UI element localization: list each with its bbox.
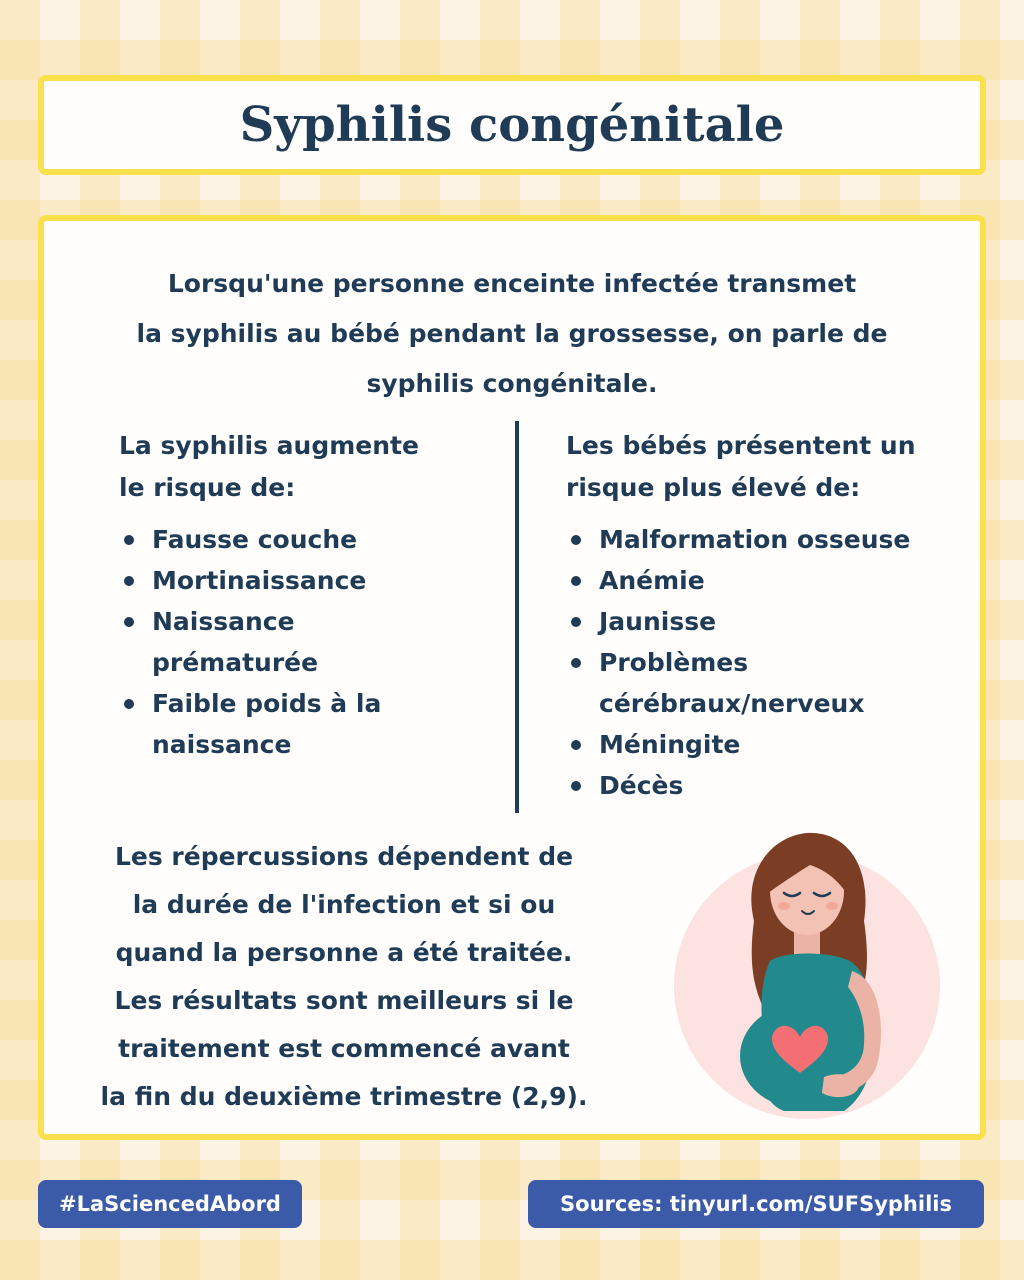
list-item: Anémie <box>566 560 976 601</box>
page-title: Syphilis congénitale <box>239 97 785 153</box>
pregnant-woman-illustration <box>672 811 942 1121</box>
heading-line: La syphilis augmente <box>119 431 419 460</box>
intro-line: syphilis congénitale. <box>366 369 658 398</box>
list-item: Naissance prématurée <box>119 601 489 683</box>
cheek-right <box>826 902 838 910</box>
mother-risks-list <box>119 519 489 765</box>
column-divider <box>515 421 519 813</box>
heading-line: Les bébés présentent un <box>566 431 916 460</box>
outcome-text <box>74 833 614 1121</box>
sources-badge[interactable]: Sources: tinyurl.com/SUFSyphilis <box>528 1180 984 1228</box>
outcome-line: traitement est commencé avant <box>118 1034 570 1063</box>
outcome-line: Les résultats sont meilleurs si le <box>114 986 574 1015</box>
hand <box>822 1074 858 1097</box>
intro-line: la syphilis au bébé pendant la grossesse, on parle de <box>136 319 888 348</box>
list-item: Faible poids à la naissance <box>119 683 489 765</box>
list-item: Décès <box>566 765 976 806</box>
baby-risks-heading <box>566 425 976 509</box>
list-item: Jaunisse <box>566 601 976 642</box>
baby-risks-list <box>566 519 976 806</box>
list-item: Problèmes cérébraux/nerveux <box>566 642 976 724</box>
intro-text <box>84 259 940 409</box>
heading-line: le risque de: <box>119 473 296 502</box>
title-banner <box>38 75 986 175</box>
content-card <box>38 215 986 1140</box>
mother-risks-heading <box>119 425 489 509</box>
mother-risks-column <box>119 425 489 765</box>
intro-line: Lorsqu'une personne enceinte infectée transmet <box>167 269 857 298</box>
outcome-line: la durée de l'infection et si ou <box>132 890 556 919</box>
heading-line: risque plus élevé de: <box>566 473 861 502</box>
list-item: Méningite <box>566 724 976 765</box>
baby-risks-column <box>566 425 976 806</box>
hashtag-badge: #LaSciencedAbord <box>38 1180 302 1228</box>
list-item: Mortinaissance <box>119 560 489 601</box>
outcome-line: quand la personne a été traitée. <box>115 938 573 967</box>
cheek-left <box>778 902 790 910</box>
outcome-line: la fin du deuxième trimestre (2,9). <box>100 1082 588 1111</box>
list-item: Fausse couche <box>119 519 489 560</box>
list-item: Malformation osseuse <box>566 519 976 560</box>
outcome-line: Les répercussions dépendent de <box>114 842 574 871</box>
